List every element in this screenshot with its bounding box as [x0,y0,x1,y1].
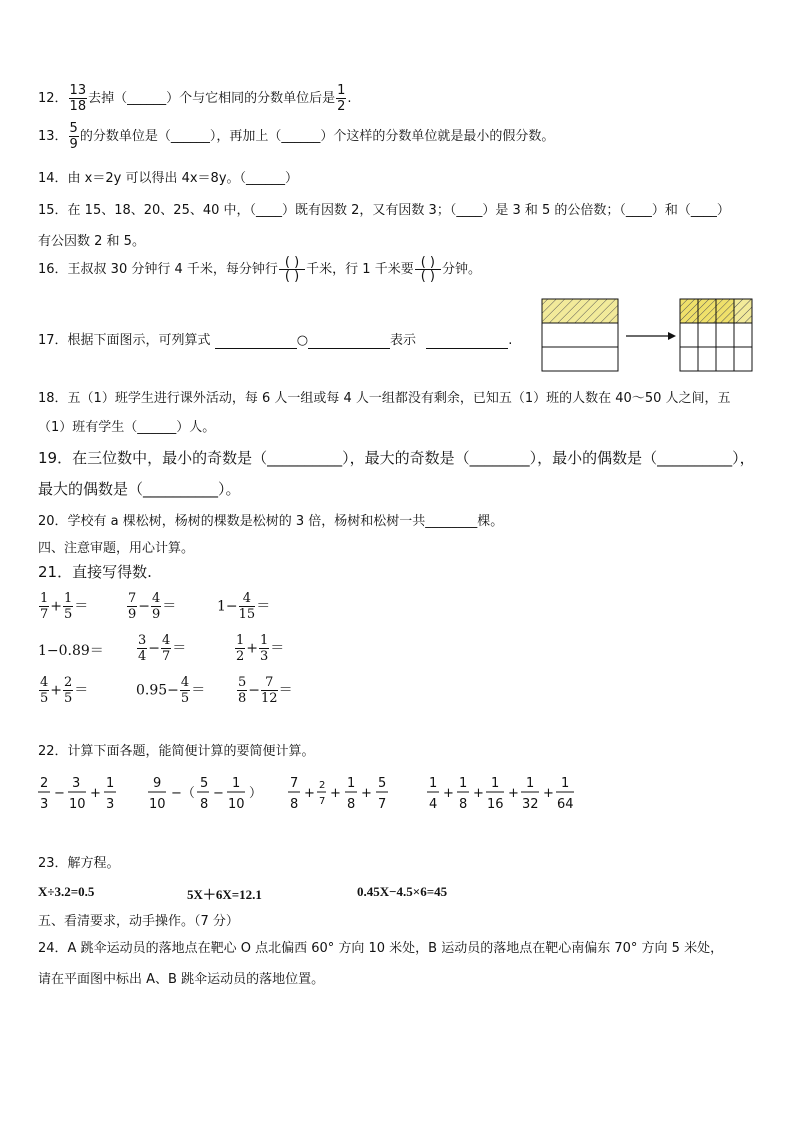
expression-4 [427,776,574,812]
equation-1: X÷3.2=0.5 [38,884,95,899]
expr-text: 2 [40,776,49,791]
answer-blank[interactable] [215,333,297,349]
fraction-diagram [540,298,760,374]
expr-text: 32 [522,797,539,812]
expr-text: 10 [69,797,86,812]
expr-text: 64 [557,797,574,812]
expr-text: 16 [487,797,504,812]
section-4-heading: 四、注意审题，用心计算。 [38,541,195,556]
q12-text: 去掉（______）个与它相同的分数单位后是 [88,91,336,106]
calc-item: $\frac{3}{4}$ − $\frac{4}{7}$ ＝ [138,633,187,664]
expr-text: 4 [429,797,438,812]
question-18-line2: （1）班有学生（______）人。 [38,420,216,435]
expr-text: 7 [319,796,326,807]
question-22-title: 22．计算下面各题，能简便计算的要简便计算。 [38,744,315,759]
expression-3 [288,776,388,812]
expr-text: 1 [491,776,500,791]
expr-text: 7 [290,776,299,791]
expr-text: 8 [290,797,299,812]
question-17: 17．根据下面图示，可列算式 ○ 表示 . [38,333,513,348]
equation-3: 0.45X−4.5×6=45 [357,884,448,899]
question-24-line1: 24．A 跳伞运动员的落地点在靶心 O 点北偏西 60° 方向 10 米处，B 运动员的落地点在靶心南偏东 70° 方向 5 米处， [38,941,724,956]
q22-expressions [36,770,596,818]
q12-number: 12． [38,91,68,106]
question-15-line2: 有公因数 2 和 5。 [38,234,145,249]
expr-text: 5 [200,776,209,791]
expr-text: 1 [526,776,535,791]
fraction: $\frac{13}{18}$ [69,83,87,114]
calc-item: $\frac{7}{9}$ − $\frac{4}{9}$ ＝ [128,591,177,622]
fraction: $\frac{1}{2}$ [337,83,346,114]
calc-item: $\frac{1}{7}$ + $\frac{1}{5}$ ＝ [40,591,89,622]
expr-text: 2 [319,780,326,791]
calc-item: $\frac{1}{2}$ + $\frac{1}{3}$ ＝ [236,633,285,664]
blank-fraction[interactable]: $\frac{( )}{( )}$ [415,256,441,283]
expression-2 [148,776,262,812]
question-15-line1: 15．在 15、18、20、25、40 中，（____）既有因数 2，又有因数 3；（____）是 3 和 5 的公倍数；（____）和（____） [38,203,730,218]
equation-2: 5X＋6X=12.1 [187,887,262,902]
question-23-title: 23．解方程。 [38,856,120,871]
question-12: 12． $\frac{13}{18}$ 去掉（______）个与它相同的分数单位后是 $\frac{1}{2}$ . [38,83,352,114]
expr-text: + [330,786,341,801]
question-19-line1: 19．在三位数中，最小的奇数是（__________），最大的奇数是（________），最小的偶数是（__________）， [38,449,755,467]
calc-item: 0.95− $\frac{4}{5}$ ＝ [136,675,206,706]
expr-text: 1 [429,776,438,791]
expr-text: 3 [72,776,81,791]
answer-blank[interactable] [426,333,508,349]
question-24-line2: 请在平面图中标出 A、B 跳伞运动员的落地位置。 [38,972,325,987]
section-5-heading: 五、看清要求，动手操作。（7 分） [38,914,239,929]
expression-1 [38,776,116,812]
expr-text: 1 [106,776,115,791]
expr-text: + [304,786,315,801]
expr-text: 7 [378,797,387,812]
expr-text: 10 [228,797,245,812]
calc-item: $\frac{4}{5}$ + $\frac{2}{5}$ ＝ [40,675,89,706]
expr-text: 9 [153,776,162,791]
expr-text: + [508,786,519,801]
expr-text: 3 [106,797,115,812]
expr-text: 8 [200,797,209,812]
expr-text: + [473,786,484,801]
calc-item: 1− $\frac{4}{15}$ ＝ [217,591,271,622]
question-16: 16．王叔叔 30 分钟行 4 千米，每分钟行 $\frac{( )}{( )}$ 千米，行 1 千米要 $\frac{( )}{( )}$ 分钟。 [38,255,482,284]
question-14: 14．由 x＝2y 可以得出 4x＝8y。（______） [38,171,299,186]
expr-text: + [443,786,454,801]
arrow-icon [626,332,676,340]
blank-fraction[interactable]: $\frac{( )}{( )}$ [279,256,305,283]
q13-text: 的分数单位是（______），再加上（______）个这样的分数单位就是最小的假分数。 [79,129,555,144]
question-13: 13． $\frac{5}{9}$ 的分数单位是（______），再加上（______）个这样的分数单位就是最小的假分数。 [38,121,555,152]
calc-item: $\frac{5}{8}$ − $\frac{7}{12}$ ＝ [238,675,293,706]
expr-text: 8 [459,797,468,812]
expr-text: 8 [347,797,356,812]
question-20: 20．学校有 a 棵松树，杨树的棵数是松树的 3 倍，杨树和松树一共________棵。 [38,514,504,529]
question-21-title: 21．直接写得数. [38,563,152,581]
expr-text: − [213,786,224,801]
expr-text: −（ [171,786,195,801]
expr-text: 5 [378,776,387,791]
calc-item: 1−0.89＝ [38,643,104,659]
expr-text: + [543,786,554,801]
expr-text: 1 [232,776,241,791]
expr-text: 1 [561,776,570,791]
whole-rectangle-right [680,299,752,371]
expr-text: 10 [149,797,166,812]
question-18-line1: 18．五（1）班学生进行课外活动，每 6 人一组或每 4 人一组都没有剩余，已知五（1）班的人数在 40～50 人之间，五 [38,391,731,406]
expr-text: 3 [40,797,49,812]
expr-text: + [361,786,372,801]
expr-text: 1 [459,776,468,791]
expr-text: ） [249,786,263,801]
expr-text: − [54,786,65,801]
whole-rectangle-left [542,299,618,371]
expr-text: + [90,786,101,801]
fraction: $\frac{5}{9}$ [69,121,78,152]
answer-blank[interactable] [308,333,390,349]
question-19-line2: 最大的偶数是（__________）。 [38,480,241,498]
expr-text: 1 [347,776,356,791]
